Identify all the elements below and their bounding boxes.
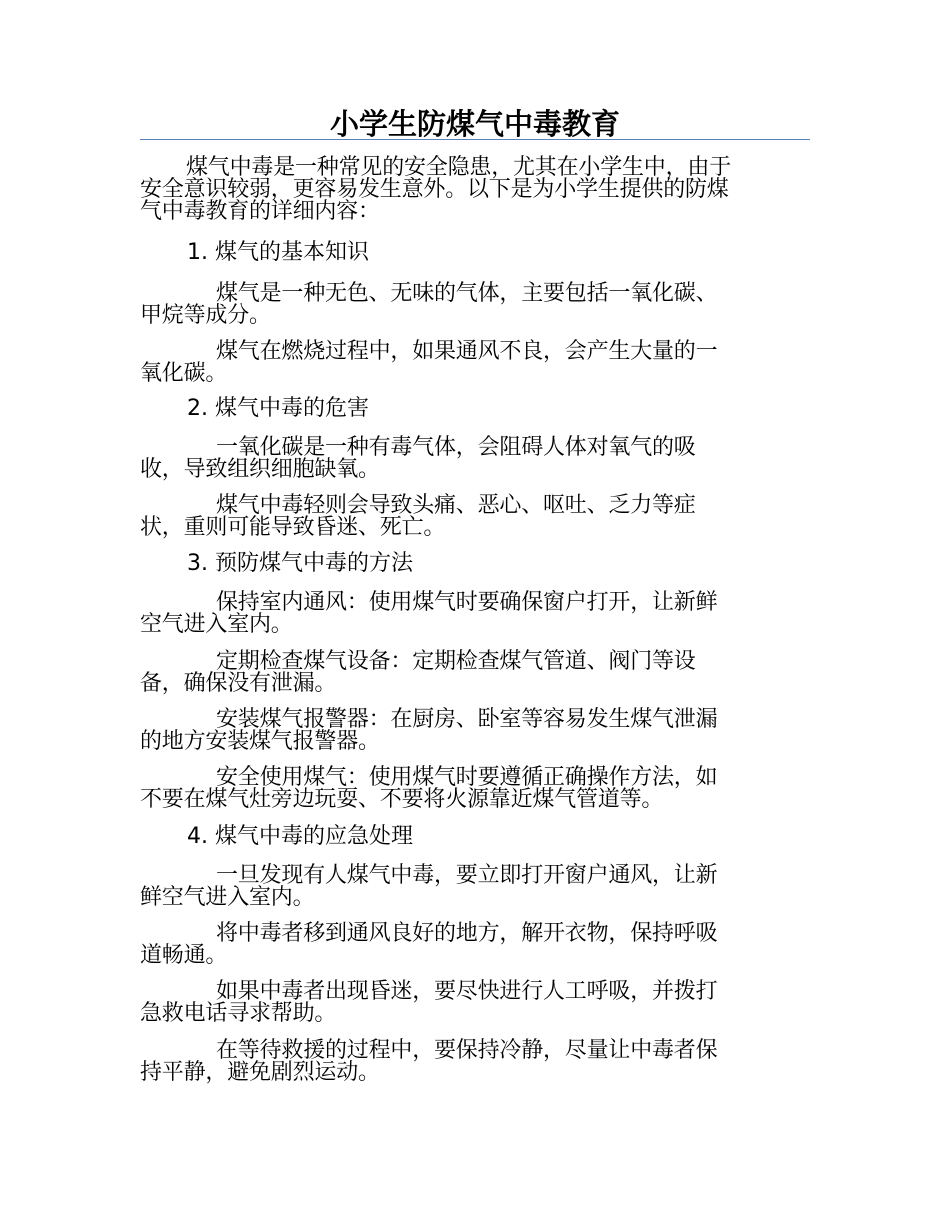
item-first-line: 将中毒者移到通风良好的地方，解开衣物，保持呼吸 [216, 921, 718, 946]
item-continuation: 氧化碳。 [140, 361, 228, 386]
item-continuation: 状，重则可能导致昏迷、死亡。 [140, 515, 446, 540]
item-first-line: 如果中毒者出现昏迷，要尽快进行人工呼吸，并拨打 [216, 979, 718, 1004]
item-first-line: 安装煤气报警器：在厨房、卧室等容易发生煤气泄漏 [216, 707, 718, 732]
item-continuation: 道畅通。 [140, 943, 228, 968]
section-item [140, 283, 810, 327]
item-first-line: 煤气在燃烧过程中，如果通风不良，会产生大量的一 [216, 339, 718, 364]
item-continuation: 急救电话寻求帮助。 [140, 1001, 337, 1026]
section-item [140, 981, 810, 1025]
item-continuation: 的地方安装煤气报警器。 [140, 729, 380, 754]
item-first-line: 煤气中毒轻则会导致头痛、恶心、呕吐、乏力等症 [216, 493, 696, 518]
section-heading: 4. 煤气中毒的应急处理 [187, 824, 413, 849]
item-first-line: 定期检查煤气设备：定期检查煤气管道、阀门等设 [216, 649, 696, 674]
section-heading: 2. 煤气中毒的危害 [187, 396, 369, 421]
item-first-line: 一氧化碳是一种有毒气体，会阻碍人体对氧气的吸 [216, 435, 696, 460]
item-continuation: 备，确保没有泄漏。 [140, 671, 337, 696]
item-first-line: 保持室内通风：使用煤气时要确保窗户打开，让新鲜 [216, 590, 718, 615]
section-heading: 3. 预防煤气中毒的方法 [187, 551, 413, 576]
item-first-line: 煤气是一种无色、无味的气体，主要包括一氧化碳、 [216, 281, 718, 306]
intro-line-2: 安全意识较弱，更容易发生意外。以下是为小学生提供的防煤 [140, 177, 729, 202]
section-item [140, 341, 810, 385]
section-item [140, 651, 810, 695]
item-continuation: 空气进入室内。 [140, 612, 293, 637]
section-item [140, 495, 810, 539]
item-first-line: 在等待救援的过程中，要保持冷静，尽量让中毒者保 [216, 1038, 718, 1063]
section-item [140, 709, 810, 753]
item-first-line: 一旦发现有人煤气中毒，要立即打开窗户通风，让新 [216, 863, 718, 888]
item-continuation: 不要在煤气灶旁边玩耍、不要将火源靠近煤气管道等。 [140, 787, 664, 812]
document-title: 小学生防煤气中毒教育 [329, 107, 620, 141]
section-item [140, 1040, 810, 1084]
section-item [140, 923, 810, 967]
section-item [140, 437, 810, 481]
section-item [140, 865, 810, 909]
item-continuation: 甲烷等成分。 [140, 303, 271, 328]
intro-paragraph [140, 157, 810, 223]
intro-line-1: 煤气中毒是一种常见的安全隐患，尤其在小学生中，由于 [186, 155, 732, 180]
title-underline [140, 139, 810, 140]
item-continuation: 鲜空气进入室内。 [140, 885, 315, 910]
intro-line-3: 气中毒教育的详细内容： [140, 199, 380, 224]
section-item [140, 767, 810, 811]
item-continuation: 持平静，避免剧烈运动。 [140, 1060, 380, 1085]
section-item [140, 592, 810, 636]
section-heading: 1. 煤气的基本知识 [187, 240, 369, 265]
item-continuation: 收，导致组织细胞缺氧。 [140, 457, 380, 482]
item-first-line: 安全使用煤气：使用煤气时要遵循正确操作方法，如 [216, 765, 718, 790]
